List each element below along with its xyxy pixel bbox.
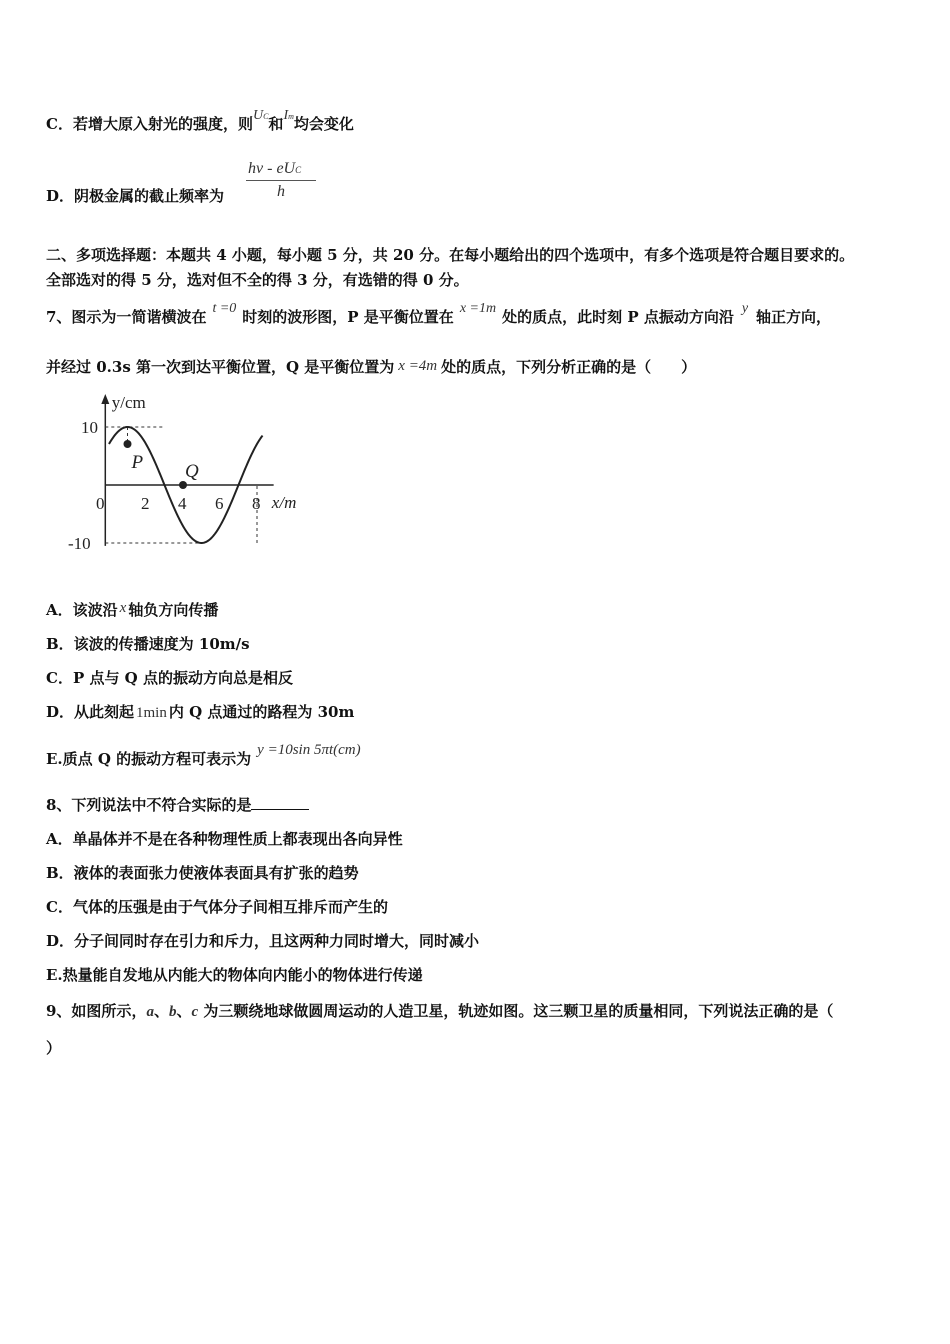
- var-x: x: [119, 600, 127, 616]
- point-q: [179, 481, 187, 489]
- y-tick-label: 10: [81, 418, 98, 437]
- q6-option-c-mid: 和: [268, 115, 284, 133]
- wave-graph: [60, 388, 330, 563]
- q8-option-b: B．液体的表面张力使液体表面具有扩张的趋势: [46, 864, 359, 882]
- var-im: Im: [283, 108, 294, 123]
- cutoff-frequency-fraction: [246, 160, 316, 201]
- q6-option-c-suffix: 均会变化: [293, 115, 354, 133]
- fraction-denominator: h: [277, 183, 285, 200]
- point-label-q: Q: [185, 461, 199, 482]
- q8-stem: 8、下列说法中不符合实际的是: [46, 795, 309, 815]
- q7-stem-line1: 7、图示为一简谐横波在 t =0 时刻的波形图，P 是平衡位置在 x =1m 处的质点，此时刻 P 点振动方向沿 y 轴正方向，: [46, 301, 832, 326]
- var-t0: t =0: [212, 301, 237, 316]
- q8-option-d: D．分子间同时存在引力和斥力，且这两种力同时增大，同时减小: [46, 932, 480, 950]
- q8-option-a: A．单晶体并不是在各种物理性质上都表现出各向异性: [46, 830, 403, 848]
- q9-stem-line1: 9、如图所示，a、b、c 为三颗绕地球做圆周运动的人造卫星，轨迹如图。这三颗卫星的质量相同，下列说法正确的是（: [46, 1002, 834, 1020]
- var-x4: x =4m: [398, 358, 438, 374]
- y-axis-label: y/cm: [111, 393, 146, 412]
- var-1min: 1min: [136, 705, 167, 721]
- q7-option-a: A．该波沿 x 轴负方向传播: [46, 600, 219, 619]
- var-uc: UC: [252, 108, 269, 123]
- x-tick-label: 4: [178, 494, 187, 513]
- fraction-numerator: hv - eUC: [248, 160, 302, 177]
- var-x1: x =1m: [459, 301, 497, 316]
- y-tick-label: -10: [68, 534, 91, 553]
- q8-option-e: E.热量能自发地从内能大的物体向内能小的物体进行传递: [46, 966, 423, 984]
- q7-option-c: C．P 点与 Q 点的振动方向总是相反: [46, 669, 293, 687]
- answer-blank: [251, 795, 309, 810]
- section2-line2: 全部选对的得 5 分，选对但不全的得 3 分，有选错的得 0 分。: [46, 271, 469, 289]
- x-tick-label: 8: [252, 494, 261, 513]
- q9-stem-line2: ）: [46, 1039, 62, 1057]
- q6-option-d: D．阴极金属的截止频率为: [46, 187, 225, 205]
- point-label-p: P: [131, 451, 144, 473]
- var-y: y: [741, 301, 749, 316]
- q7-option-e: E.质点 Q 的振动方程可表示为 y =10sin 5πt(cm): [46, 742, 361, 768]
- x-axis-label: x/m: [271, 493, 297, 512]
- point-p: [124, 440, 132, 448]
- x-tick-label: 0: [96, 494, 105, 513]
- vibration-equation: y =10sin 5πt(cm): [257, 742, 361, 758]
- x-tick-label: 2: [141, 494, 150, 513]
- x-tick-label: 6: [215, 494, 224, 513]
- q8-option-c: C．气体的压强是由于气体分子间相互排斥而产生的: [46, 898, 388, 916]
- q6-option-c-prefix: C．若增大原入射光的强度，则: [46, 115, 253, 133]
- fraction-bar: [246, 180, 316, 181]
- q7-stem-line2: 并经过 0.3s 第一次到达平衡位置，Q 是平衡位置为 x =4m 处的质点，下列分析正确的是（ ）: [46, 358, 697, 376]
- section2-line1: 二、多项选择题：本题共 4 小题，每小题 5 分，共 20 分。在每小题给出的四个选项中，有多个选项是符合题目要求的。: [46, 246, 855, 264]
- q7-option-d: D．从此刻起 1min 内 Q 点通过的路程为 30m: [46, 703, 355, 721]
- y-axis-arrow: [101, 394, 109, 404]
- q6-option-c: [46, 108, 354, 137]
- q7-option-b: B．该波的传播速度为 10m/s: [46, 635, 250, 653]
